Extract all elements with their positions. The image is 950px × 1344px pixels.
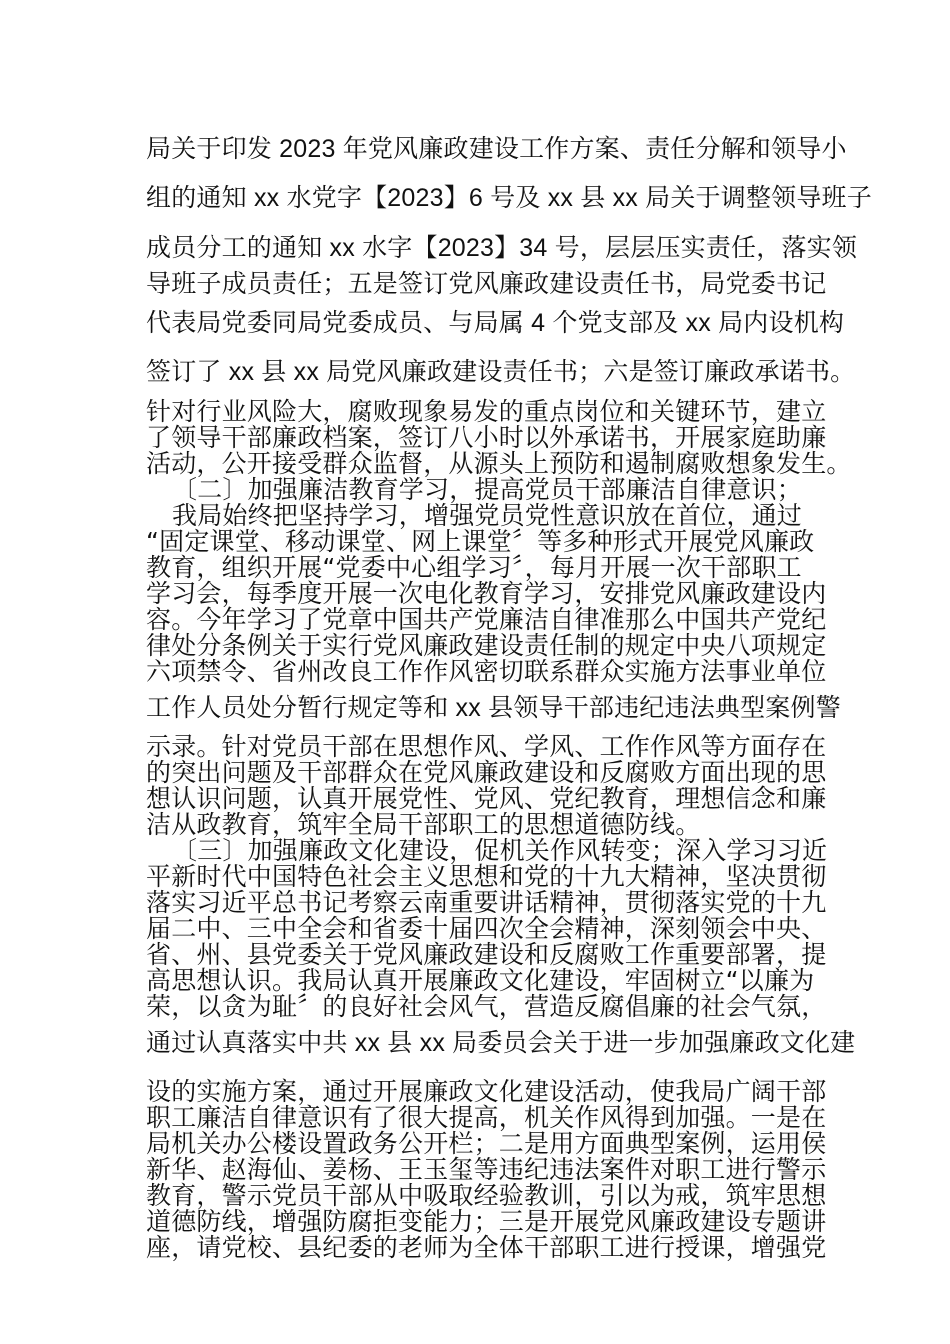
text-line: 落实习近平总书记考察云南重要讲话精神，贯彻落实党的十九 [146,888,827,917]
text-line: 导班子成员责任；五是签订党风廉政建设责任书，局党委书记 [146,269,827,298]
text-line: 六项禁令、省州改良工作作风密切联系群众实施方法事业单位 [146,657,827,686]
text-line: 签订了 xx 县 xx 局党风廉政建设责任书；六是签订廉政承诺书。 [146,358,856,386]
text-line: 座，请党校、县纪委的老师为全体干部职工进行授课，增强党 [146,1233,827,1262]
text-line: 示录。针对党员干部在思想作风、学风、工作作风等方面存在 [146,732,827,761]
text-line: 道德防线，增强防腐拒变能力；三是开展党风廉政建设专题讲 [146,1207,827,1236]
text-line: 平新时代中国特色社会主义思想和党的十九大精神，坚决贯彻 [146,862,827,891]
text-line: 高思想认识。我局认真开展廉政文化建设，牢固树立“以廉为 [146,966,815,995]
text-line: 设的实施方案，通过开展廉政文化建设活动，使我局广阔干部 [146,1077,827,1106]
text-line: 律处分条例关于实行党风廉政建设责任制的规定中央八项规定 [146,631,827,660]
text-line: 新华、赵海仙、姜杨、王玉玺等违纪违法案件对职工进行警示 [146,1155,827,1184]
text-line: 容。今年学习了党章中国共产党廉洁自律准那么中国共产党纪 [146,605,827,634]
text-line: 组的通知 xx 水党字【2023】6 号及 xx 县 xx 局关于调整领导班子 [146,184,872,212]
text-line: “固定课堂、移动课堂、网上课堂〞等多种形式开展党风廉政 [146,527,815,556]
text-line: 通过认真落实中共 xx 县 xx 局委员会关于进一步加强廉政文化建 [146,1029,856,1057]
text-line: 代表局党委同局党委成员、与局属 4 个党支部及 xx 局内设机构 [146,309,845,337]
text-line: 教育，警示党员干部从中吸取经验教训，引以为戒，筑牢思想 [146,1181,827,1210]
text-line: 针对行业风险大，腐败现象易发的重点岗位和关键环节，建立 [146,397,827,426]
text-line: 〔二〕加强廉洁教育学习，提高党员干部廉洁自律意识； [172,475,803,504]
text-line: 的突出问题及干部群众在党风廉政建设和反腐败方面出现的思 [146,758,827,787]
text-line: 局机关办公楼设置政务公开栏；二是用方面典型案例，运用侯 [146,1129,827,1158]
text-line: 届二中、三中全会和省委十届四次全会精神，深刻领会中央、 [146,914,827,943]
text-line: 想认识问题，认真开展党性、党风、党纪教育，理想信念和廉 [146,784,827,813]
text-line: 荣，以贪为耻〞的良好社会风气，营造反腐倡廉的社会气氛， [146,992,827,1021]
text-line: 〔三〕加强廉政文化建设，促机关作风转变；深入学习习近 [172,836,828,865]
text-line: 学习会，每季度开展一次电化教育学习，安排党风廉政建设内 [146,579,827,608]
text-line: 局关于印发 2023 年党风廉政建设工作方案、责任分解和领导小 [146,135,847,163]
text-line: 洁从政教育，筑牢全局干部职工的思想道德防线。 [146,810,701,839]
text-line: 工作人员处分暂行规定等和 xx 县领导干部违纪违法典型案例警 [146,694,841,722]
text-line: 了领导干部廉政档案，签订八小时以外承诺书，开展家庭助廉 [146,423,827,452]
text-line: 成员分工的通知 xx 水字【2023】34 号，层层压实责任，落实领 [146,234,858,262]
text-line: 教育，组织开展“党委中心组学习〞，每月开展一次干部职工 [146,553,802,582]
text-line: 省、州、县党委关于党风廉政建设和反腐败工作重要部署，提 [146,940,827,969]
text-line: 职工廉洁自律意识有了很大提高，机关作风得到加强。一是在 [146,1103,827,1132]
text-line: 我局始终把坚持学习，增强党员党性意识放在首位，通过 [172,501,803,530]
text-line: 活动，公开接受群众监督，从源头上预防和遏制腐败想象发生。 [146,449,852,478]
